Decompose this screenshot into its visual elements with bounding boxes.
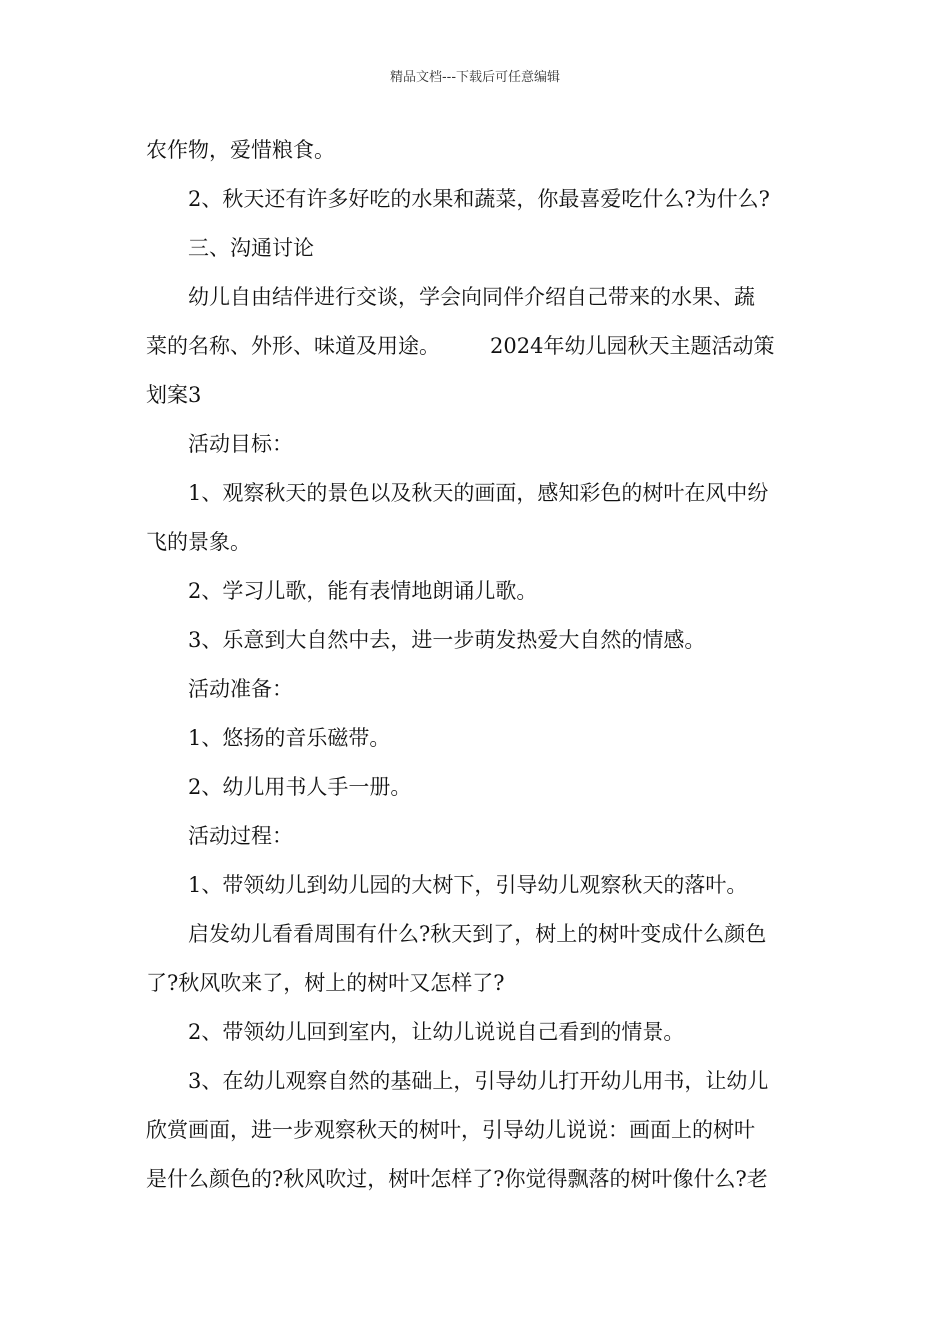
text-line <box>146 371 806 420</box>
line-text: 1、观察秋天的景色以及秋天的画面，感知彩色的树叶在风中纷 <box>188 481 769 505</box>
text-line <box>146 910 806 959</box>
text-line <box>146 1155 806 1204</box>
line-text: 3、在幼儿观察自然的基础上，引导幼儿打开幼儿用书，让幼儿 <box>188 1069 769 1093</box>
line-text: 1、带领幼儿到幼儿园的大树下，引导幼儿观察秋天的落叶。 <box>188 873 748 897</box>
text-line <box>146 616 806 665</box>
line-text: 2、幼儿用书人手一册。 <box>188 775 412 799</box>
text-line <box>146 126 806 175</box>
text-line <box>146 959 806 1008</box>
line-text: 三、沟通讨论 <box>188 236 314 260</box>
line-text: 2、秋天还有许多好吃的水果和蔬菜，你最喜爱吃什么?为什么? <box>188 187 770 211</box>
section-heading <box>146 224 806 273</box>
line-text: 2、带领幼儿回到室内，让幼儿说说自己看到的情景。 <box>188 1020 685 1044</box>
text-line <box>146 175 806 224</box>
section-heading <box>146 812 806 861</box>
line-text: 活动过程： <box>188 824 293 848</box>
line-text: 启发幼儿看看周围有什么?秋天到了，树上的树叶变成什么颜色 <box>188 922 767 946</box>
text-line <box>146 1106 806 1155</box>
document-title-start: 2024年幼儿园秋天主题活动策 <box>490 334 775 358</box>
line-text: 活动准备： <box>188 677 293 701</box>
text-line <box>146 763 806 812</box>
document-title-end: 划案3 <box>146 383 202 407</box>
text-line <box>146 273 806 322</box>
line-text: 幼儿自由结伴进行交谈，学会向同伴介绍自己带来的水果、蔬 <box>188 285 755 309</box>
section-heading <box>146 420 806 469</box>
line-text: 是什么颜色的?秋风吹过，树叶怎样了?你觉得飘落的树叶像什么?老 <box>146 1167 768 1191</box>
line-text: 了?秋风吹来了，树上的树叶又怎样了? <box>146 971 505 995</box>
text-line <box>146 1057 806 1106</box>
text-line <box>146 322 806 371</box>
line-text: 2、学习儿歌，能有表情地朗诵儿歌。 <box>188 579 538 603</box>
page-header: 精品文档---下载后可任意编辑 <box>389 70 561 85</box>
line-text: 活动目标： <box>188 432 293 456</box>
line-text: 3、乐意到大自然中去，进一步萌发热爱大自然的情感。 <box>188 628 706 652</box>
line-text: 欣赏画面，进一步观察秋天的树叶，引导幼儿说说：画面上的树叶 <box>146 1118 755 1142</box>
section-heading <box>146 665 806 714</box>
text-line <box>146 469 806 518</box>
line-text: 1、悠扬的音乐磁带。 <box>188 726 391 750</box>
text-line <box>146 714 806 763</box>
text-line <box>146 518 806 567</box>
text-line <box>146 861 806 910</box>
line-text: 农作物，爱惜粮食。 <box>146 138 335 162</box>
line-text: 菜的名称、外形、味道及用途。 <box>146 334 440 358</box>
line-text: 飞的景象。 <box>146 530 251 554</box>
text-line <box>146 1008 806 1057</box>
text-line <box>146 567 806 616</box>
document-body <box>146 126 806 1204</box>
